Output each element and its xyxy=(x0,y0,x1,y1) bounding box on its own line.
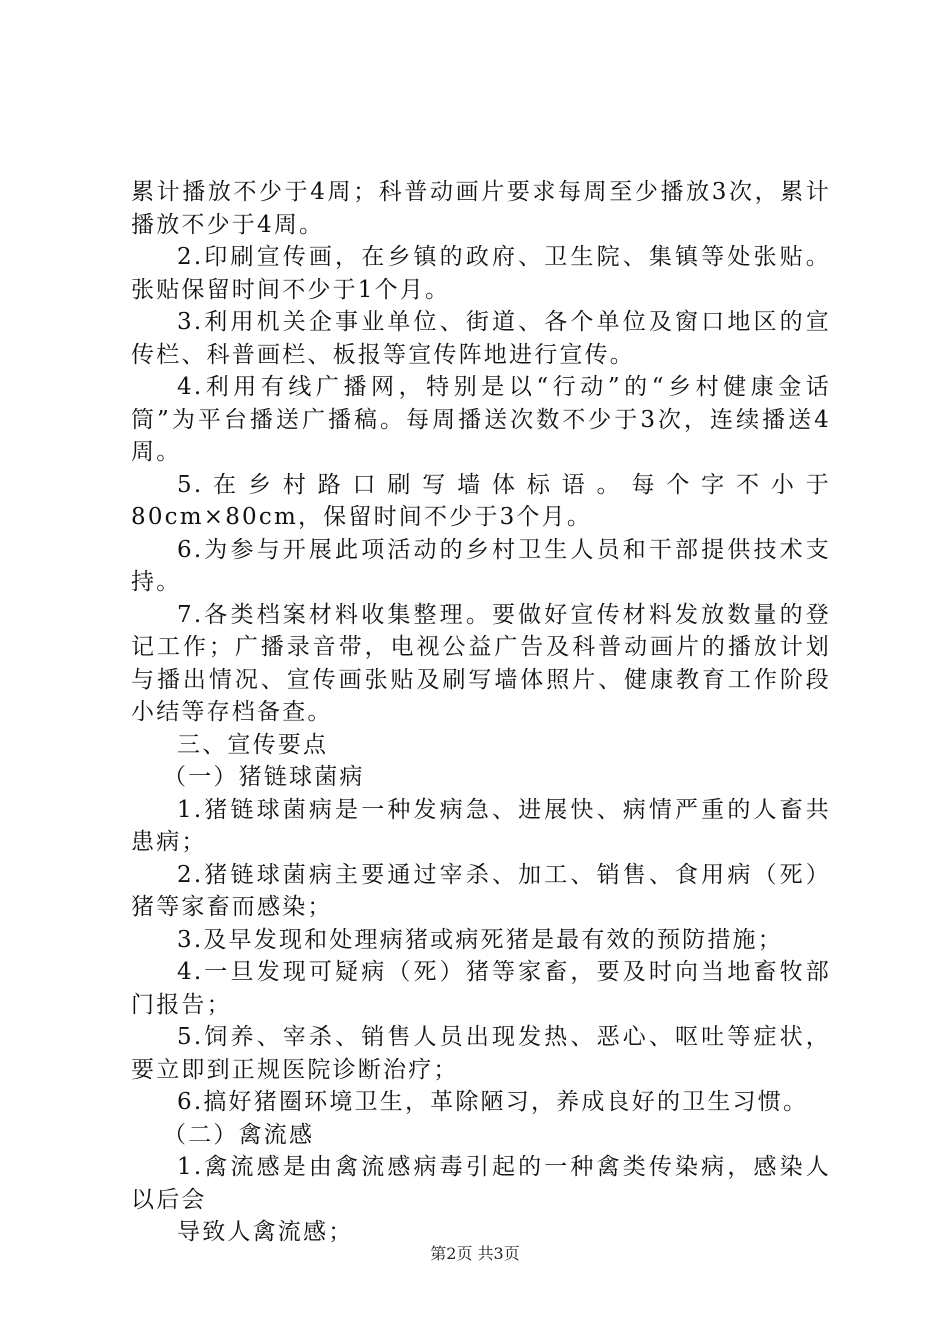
point-6: 6.搞好猪圈环境卫生，革除陋习，养成良好的卫生习惯。 xyxy=(177,1089,809,1115)
paragraph-item-5: 5.在乡村路口刷写墙体标语。每个字不小于80cm×80cm，保留时间不少于3个月。 xyxy=(131,471,831,530)
point-4: 4.一旦发现可疑病（死）猪等家畜，要及时向当地畜牧部门报告； xyxy=(131,959,831,1018)
point-7: 1.禽流感是由禽流感病毒引起的一种禽类传染病，感染人以后会 xyxy=(131,1154,831,1213)
point-2: 2.猪链球菌病主要通过宰杀、加工、销售、食用病（死）猪等家畜而感染； xyxy=(131,861,831,920)
paragraph-fragment: 导致人禽流感； xyxy=(177,1219,354,1245)
paragraph-item-3: 3.利用机关企事业单位、街道、各个单位及窗口地区的宣传栏、科普画栏、板报等宣传阵地进行宣传。 xyxy=(131,309,831,368)
section-heading: 三、宣传要点 xyxy=(177,731,329,758)
page-number-footer: 第2页 共3页 xyxy=(430,1244,520,1263)
paragraph-continuation: 累计播放不少于4周；科普动画片要求每周至少播放3次，累计播放不少于4周。 xyxy=(131,179,831,238)
paragraph-item-2: 2.印刷宣传画，在乡镇的政府、卫生院、集镇等处张贴。张贴保留时间不少于1个月。 xyxy=(131,244,831,303)
point-1: 1.猪链球菌病是一种发病急、进展快、病情严重的人畜共患病； xyxy=(131,796,831,855)
subsection-heading-1: （一）猪链球菌病 xyxy=(163,764,365,790)
document-body xyxy=(131,176,831,1249)
point-5: 5.饲养、宰杀、销售人员出现发热、恶心、呕吐等症状，要立即到正规医院诊断治疗； xyxy=(131,1024,831,1083)
paragraph-item-6: 6.为参与开展此项活动的乡村卫生人员和干部提供技术支持。 xyxy=(131,536,831,595)
point-3: 3.及早发现和处理病猪或病死猪是最有效的预防措施； xyxy=(177,926,783,953)
paragraph-item-7: 7.各类档案材料收集整理。要做好宣传材料发放数量的登记工作；广播录音带，电视公益广告及科普动画片的播放计划与播出情况、宣传画张贴及刷写墙体照片、健康教育工作阶段小结等存档备查。 xyxy=(131,601,831,725)
paragraph-item-4: 4.利用有线广播网，特别是以“行动”的“乡村健康金话筒”为平台播送广播稿。每周播送次数不少于3次，连续播送4周。 xyxy=(131,374,831,465)
subsection-heading-2: （二）禽流感 xyxy=(163,1121,315,1148)
